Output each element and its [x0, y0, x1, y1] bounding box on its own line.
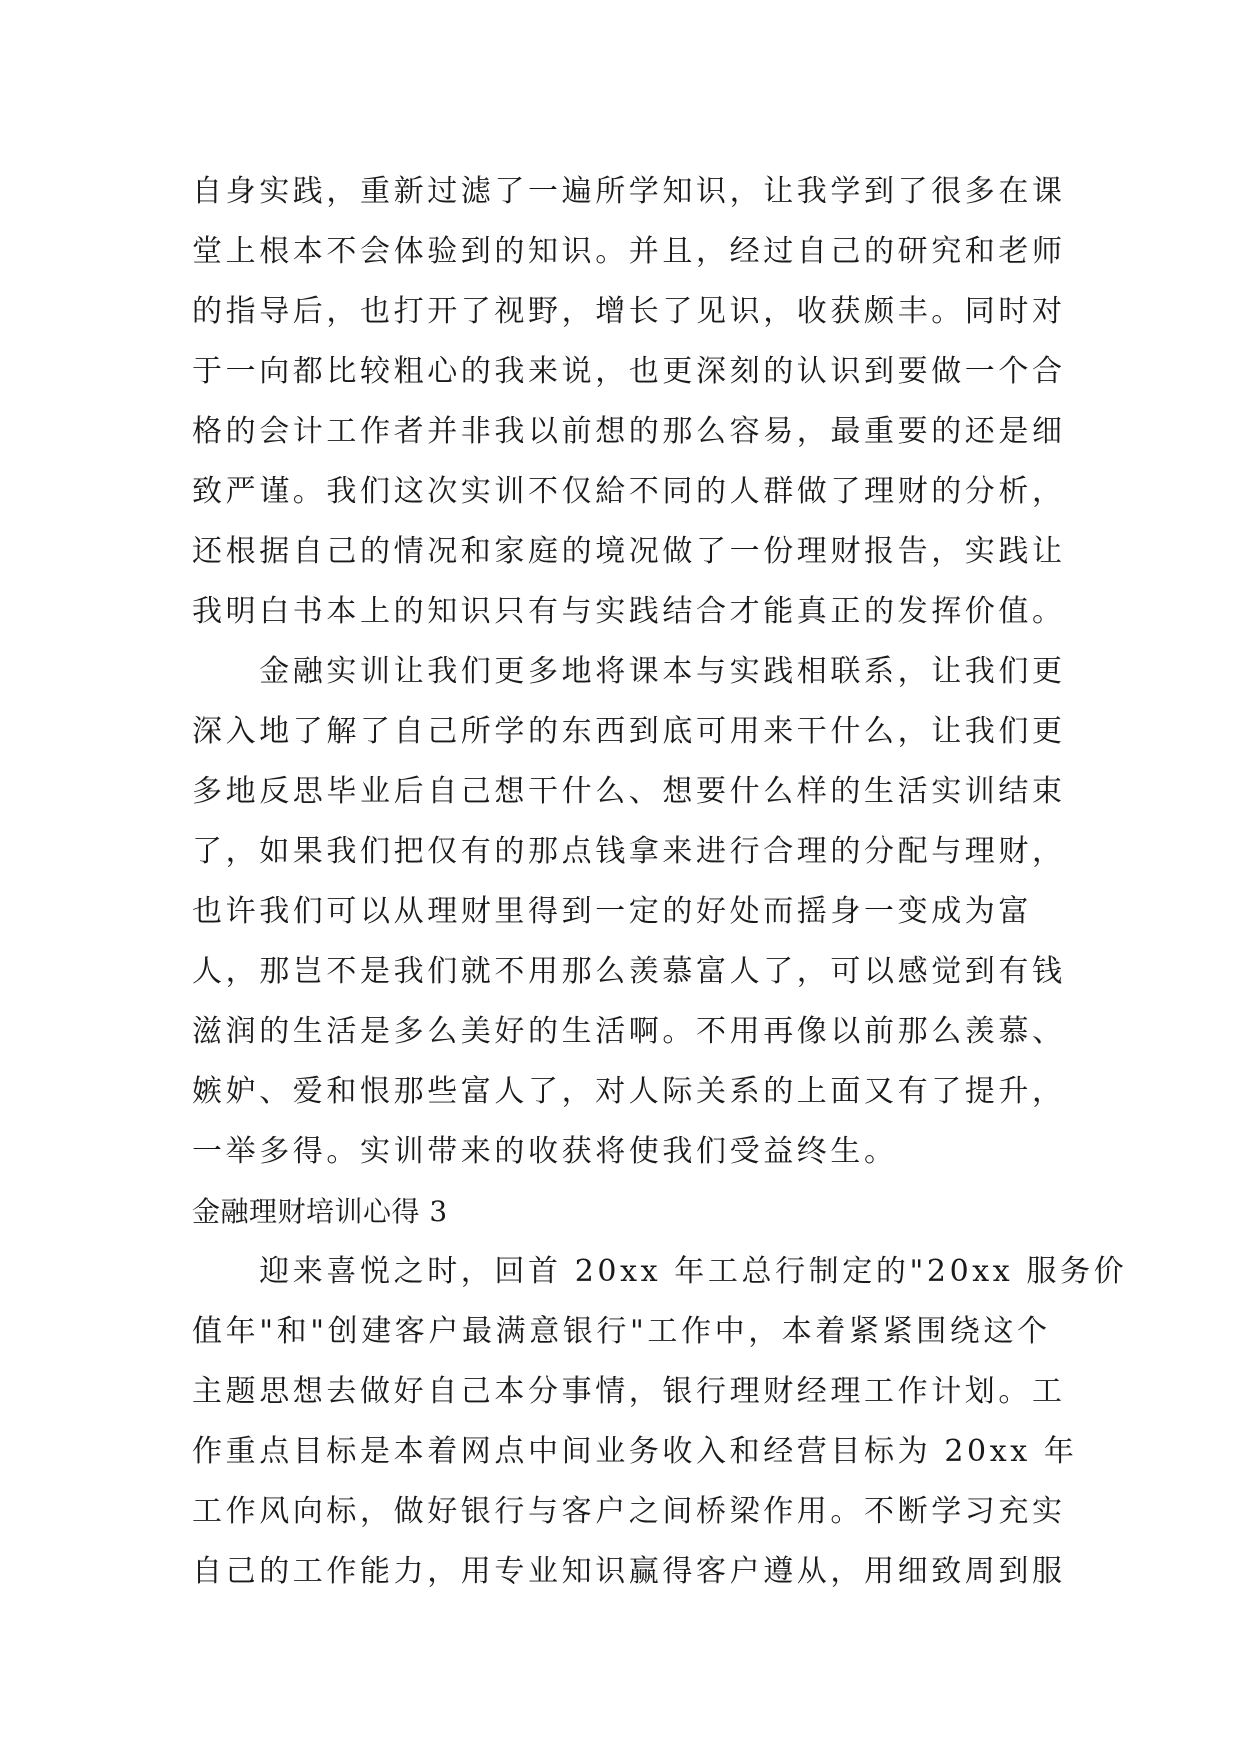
text-line: 工作风向标，做好银行与客户之间桥梁作用。不断学习充实: [192, 1494, 1066, 1529]
text-line: 的指导后，也打开了视野，增长了见识，收获颇丰。同时对: [192, 294, 1066, 329]
text-line: 我明白书本上的知识只有与实践结合才能真正的发挥价值。: [192, 594, 1066, 629]
text-line: 了，如果我们把仅有的那点钱拿来进行合理的分配与理财，: [192, 834, 1066, 869]
text-line: 自身实践，重新过滤了一遍所学知识，让我学到了很多在课: [192, 174, 1066, 209]
text-line: 深入地了解了自己所学的东西到底可用来干什么，让我们更: [192, 714, 1066, 749]
text-line: 人，那岂不是我们就不用那么羡慕富人了，可以感觉到有钱: [192, 954, 1066, 989]
section-heading: 金融理财培训心得 3: [192, 1195, 448, 1228]
text-line: 迎来喜悦之时，回首 20xx 年工总行制定的"20xx 服务价: [192, 1254, 1128, 1289]
text-line: 滋润的生活是多么美好的生活啊。不用再像以前那么羡慕、: [192, 1014, 1066, 1049]
text-line: 自己的工作能力，用专业知识赢得客户遵从，用细致周到服: [192, 1554, 1066, 1589]
paragraph-1: [192, 162, 1066, 642]
paragraph-2: [192, 642, 1066, 1182]
document-body: [192, 162, 1128, 1602]
text-line: 也许我们可以从理财里得到一定的好处而摇身一变成为富: [192, 894, 1032, 929]
text-line: 多地反思毕业后自己想干什么、想要什么样的生活实训结束: [192, 774, 1066, 809]
text-line: 堂上根本不会体验到的知识。并且，经过自己的研究和老师: [192, 234, 1066, 269]
text-line: 主题思想去做好自己本分事情，银行理财经理工作计划。工: [192, 1374, 1066, 1409]
text-line: 嫉妒、爱和恨那些富人了，对人际关系的上面又有了提升，: [192, 1074, 1066, 1109]
text-line: 一举多得。实训带来的收获将使我们受益终生。: [192, 1134, 898, 1169]
text-line: 作重点目标是本着网点中间业务收入和经营目标为 20xx 年: [192, 1434, 1078, 1469]
text-line: 还根据自己的情况和家庭的境况做了一份理财报告，实践让: [192, 534, 1066, 569]
text-line: 致严谨。我们这次实训不仅給不同的人群做了理财的分析，: [192, 474, 1066, 509]
text-line: 值年"和"创建客户最满意银行"工作中，本着紧紧围绕这个: [192, 1314, 1051, 1349]
text-line: 于一向都比较粗心的我来说，也更深刻的认识到要做一个合: [192, 354, 1066, 389]
text-line: 金融实训让我们更多地将课本与实践相联系，让我们更: [192, 654, 1066, 689]
text-line: 格的会计工作者并非我以前想的那么容易，最重要的还是细: [192, 414, 1066, 449]
paragraph-3: [192, 1242, 1128, 1602]
